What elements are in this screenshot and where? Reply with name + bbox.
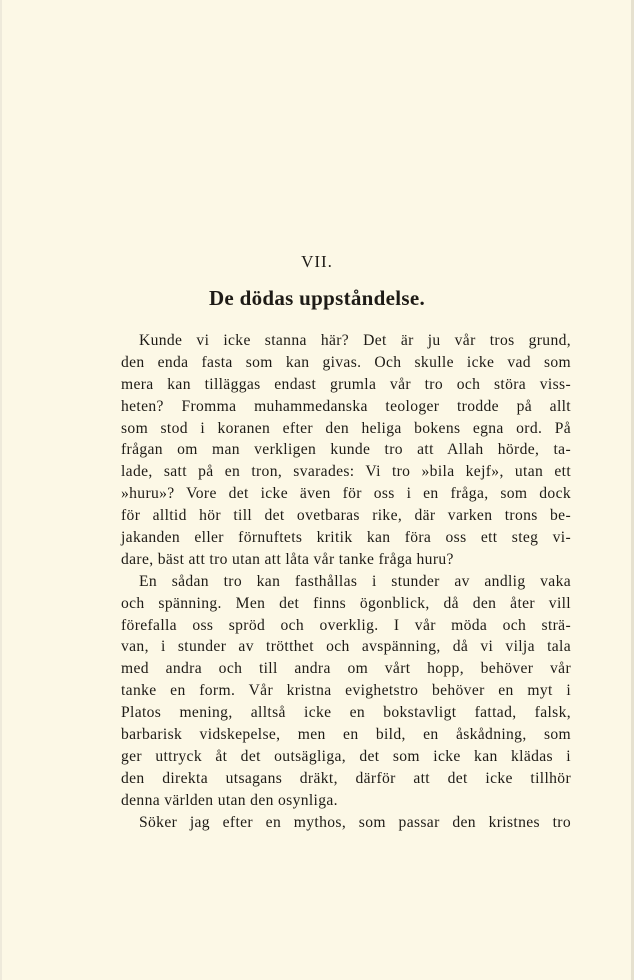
text-line: barbarisk vidskepelse, men en bild, en åskådning, som (121, 726, 571, 744)
text-line: för alltid hör till det ovetbaras rike, där varken trons be- (121, 507, 571, 525)
text-line: tanke en form. Vår kristna evighetstro behöver en myt i (121, 682, 571, 700)
text-line: den enda fasta som kan givas. Och skulle icke vad som (121, 353, 571, 371)
text-line: frågan om man verkligen kunde tro att Allah hörde, ta- (121, 441, 571, 459)
text-line: och spänning. Men det finns ögonblick, då den åter vill (121, 594, 571, 612)
chapter-title: De dödas uppståndelse. (208, 286, 426, 310)
body-text (121, 330, 571, 833)
text-line: Söker jag efter en mythos, som passar den kristnes tro (139, 813, 571, 831)
text-line: ger uttryck åt det outsägliga, det som icke kan klädas i (121, 747, 571, 765)
text-line: den direkta utsagans dräkt, därför att det icke tillhör (121, 769, 571, 787)
text-line: heten? Fromma muhammedanska teologer trodde på allt (121, 397, 571, 415)
text-line: dare, bäst att tro utan att låta vår tanke fråga huru? (121, 550, 454, 568)
text-line: Platos mening, alltså icke en bokstavligt fattad, falsk, (121, 704, 571, 722)
text-line: som stod i koranen efter den heliga bokens egna ord. På (121, 419, 571, 437)
text-line: En sådan tro kan fasthållas i stunder av andlig vaka (139, 572, 571, 590)
text-line: förefalla oss spröd och overklig. I vår möda och strä- (121, 616, 571, 634)
text-line: med andra och till andra om vårt hopp, behöver vår (121, 660, 571, 678)
text-line: denna världen utan den osynliga. (121, 791, 338, 809)
text-line: jakanden eller förnuftets kritik kan föra oss ett steg vi- (121, 529, 571, 547)
text-line: »huru»? Vore det icke även för oss i en fråga, som dock (121, 485, 571, 503)
text-line: mera kan tilläggas endast grumla vår tro och störa viss- (121, 375, 571, 393)
text-line: Kunde vi icke stanna här? Det är ju vår tros grund, (139, 332, 571, 349)
text-line: lade, satt på en tron, svarades: Vi tro »bila kejf», utan ett (121, 463, 571, 481)
chapter-number: VII. (301, 252, 333, 271)
text-line: van, i stunder av trötthet och avspänning, då vi vilja tala (121, 638, 571, 656)
